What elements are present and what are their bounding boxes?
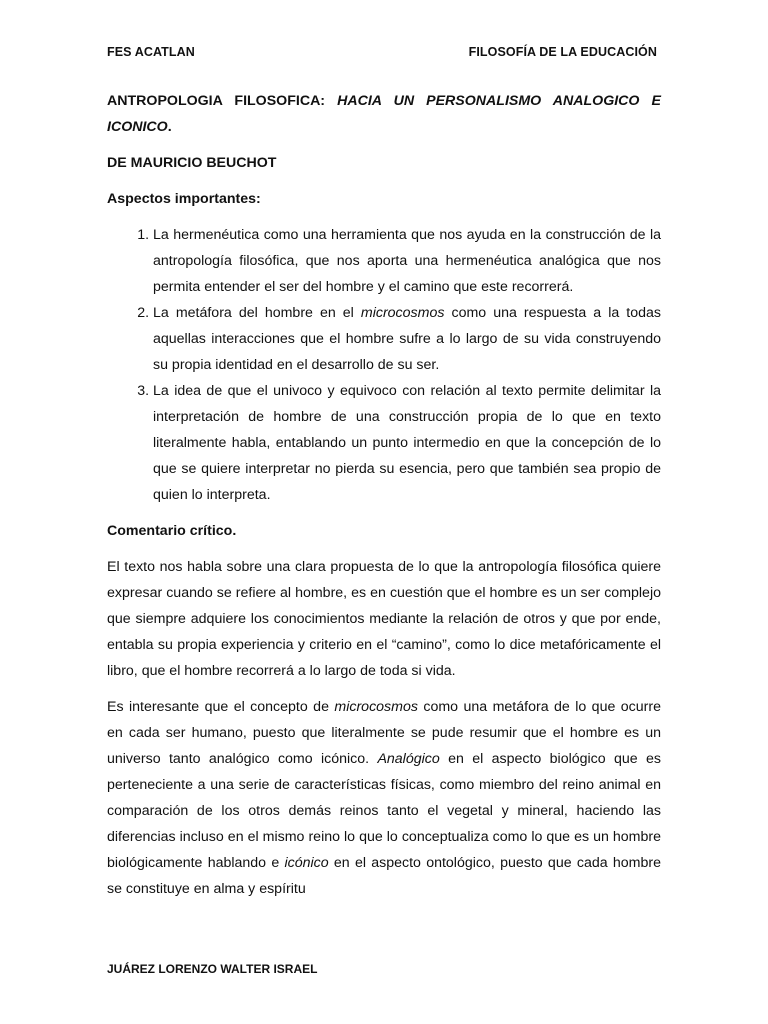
paragraph-2 (107, 694, 661, 902)
header-right: FILOSOFÍA DE LA EDUCACIÓN (468, 45, 657, 59)
author-line: DE MAURICIO BEUCHOT (107, 155, 277, 171)
list-item (153, 300, 661, 378)
paragraph-text: en el aspecto ontológico, puesto que cada hombre se constituye en alma y espíritu (107, 855, 661, 897)
footer-author: JUÁREZ LORENZO WALTER ISRAEL (107, 962, 318, 976)
header-left: FES ACATLAN (107, 45, 195, 59)
document-title (107, 88, 661, 140)
title-plain: ANTROPOLOGIA FILOSOFICA: (107, 93, 338, 109)
paragraph-italic: microcosmos (334, 699, 418, 715)
title-italic: HACIA UN PERSONALISMO ANALOGICO E ICONICO (107, 93, 661, 135)
paragraph-text: en el aspecto biológico que es perteneciente a una serie de características físicas, como miembro del reino animal en comparación de los otros demás reinos tanto el vegetal y mineral, haciendo las diferencias incluso en el mismo reino lo que lo conceptualiza como lo que es un hombre biológicamente hablando e (107, 751, 661, 871)
paragraph-italic: icónico (284, 855, 329, 871)
list-item: 3. La idea de que el univoco y equivoco con relación al texto permite delimitar la interpretación de hombre de una construcción propia de lo que en texto literalmente habla, entablando un punto intermedio en que la concepción de lo que se quiere interpretar no pierda su esencia, pero que también sea propio de quien lo interpreta. (153, 378, 661, 508)
title-end: . (167, 119, 172, 135)
aspects-heading: Aspectos importantes: (107, 191, 261, 207)
paragraph-text: Es interesante que el concepto de (107, 699, 335, 715)
paragraph-text: como una metáfora de lo que ocurre en cada ser humano, puesto que literalmente se pude resumir que el hombre es un universo tanto analógico como icónico. (107, 699, 661, 767)
list-item: 1. La hermenéutica como una herramienta que nos ayuda en la construcción de la antropología filosófica, que nos aporta una hermenéutica analógica que nos permita entender el ser del hombre y el camino que este recorrerá. (153, 222, 661, 300)
paragraph-1: El texto nos habla sobre una clara propuesta de lo que la antropología filosófica quiere expresar cuando se refiere al hombre, es en cuestión que el hombre es un ser complejo que siempre adquiere los conocimientos mediante la relación de otros y que por ende, entabla su propia experiencia y criterio en el “camino”, como lo dice metafóricamente el libro, que el hombre recorrerá a lo largo de toda si vida. (107, 559, 661, 679)
list-item-text: como una respuesta a la todas aquellas interacciones que el hombre sufre a lo largo de su vida construyendo su propia identidad en el desarrollo de su ser. (153, 305, 661, 373)
paragraph-italic: Analógico (377, 751, 440, 767)
list-item-text: La metáfora del hombre en el (153, 305, 361, 321)
comment-heading: Comentario crítico. (107, 523, 237, 539)
list-item-italic: microcosmos (360, 305, 445, 321)
aspects-list (107, 222, 661, 508)
document-body (107, 88, 661, 912)
